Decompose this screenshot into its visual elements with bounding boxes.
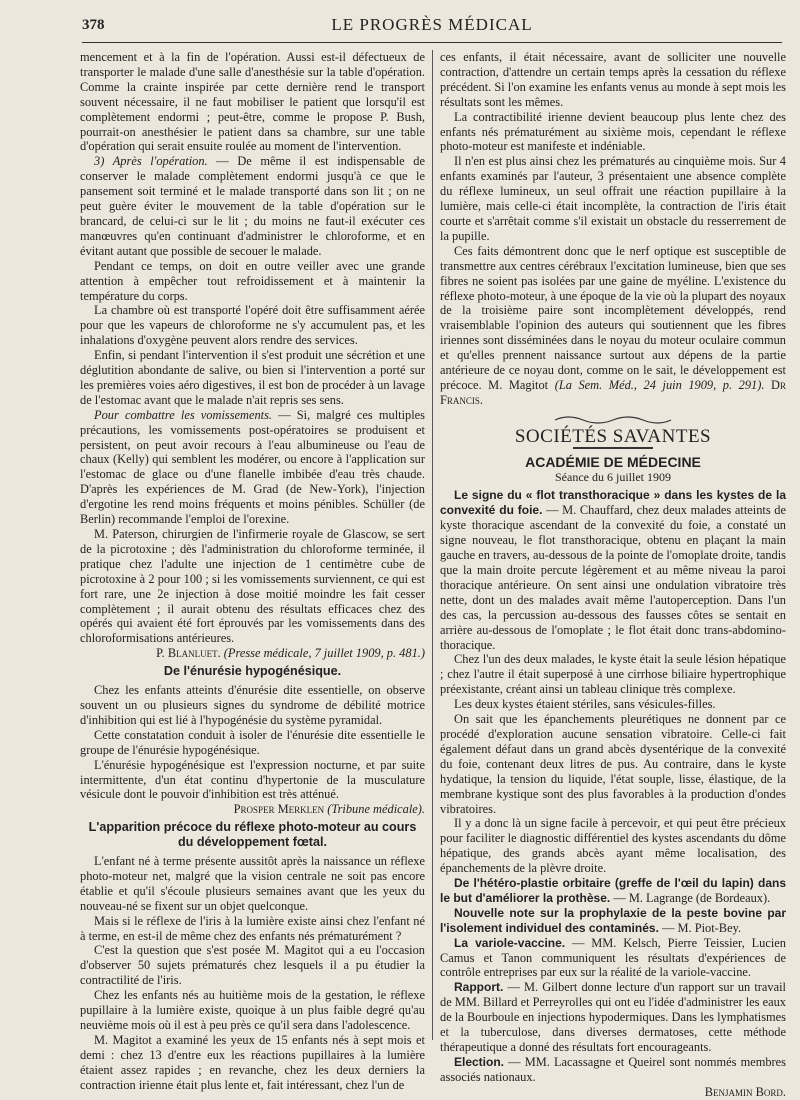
paragraph: La contractibilité irienne devient beaucoup plus lente chez des enfants nés prématurément au sixième mois, cependant le réflexe photo-moteur est manifeste et indéniable.: [440, 109, 786, 154]
source-author: Dr Francis.: [440, 377, 786, 407]
paragraph-text: Ces faits démontrent donc que le nerf optique est susceptible de transmettre aux centres cérébraux l'excitation lumineuse, bien que ses fibres ne soient pas isolées par une gaine de myéline. L'existence du réflexe photo-moteur, à une époque de la vie où la plupart des noyaux de la troisième paire sont incomplètement développés, rend vraisemblable l'opinion des auteurs qui soutiennent que les fibres iriennes sont disséminées dans le noyau du moteur oculaire commun et qu'elles prennent naissance surtout aux dépens de la partie antérieure de ce noyau dont, comme on le sait, le développement est précoce. M. Magitot: [440, 243, 786, 392]
source-citation: [440, 1085, 786, 1100]
paragraph: Pendant ce temps, on doit en outre veiller avec une grande attention à empêcher tout refroidissement et à maintenir la température du corps.: [80, 258, 425, 303]
source-ref: (La Sem. Méd., 24 juin 1909, p. 291).: [554, 377, 765, 392]
source-author: Benjamin Bord.: [704, 1084, 786, 1099]
paragraph: [440, 1055, 786, 1085]
academy-title: ACADÉMIE DE MÉDECINE: [525, 453, 701, 470]
source-ref: (Tribune médicale).: [327, 802, 425, 817]
paragraph-lead: 3) Après l'opération.: [94, 154, 208, 169]
section-title: SOCIÉTÉS SAVANTES: [514, 425, 712, 447]
source-citation: [80, 646, 425, 661]
session-date: Séance du 6 juillet 1909: [555, 469, 671, 484]
paragraph-text: — M. Gilbert donne lecture d'un rapport sur un travail de MM. Billard et Perreyrolles qui ont eu l'idée d'administrer les eaux de la Bourboule en injections hypodermiques. Dans les lymphatismes et la tuberculose, dans diverses dermatoses, cette méthode thérapeutique a donné des résultats fort encourageants.: [440, 980, 786, 1054]
paragraph-text: — MM. Kelsch, Pierre Teissier, Lucien Camus et Tanon communiquent les résultats d'expériences de contrôle entreprises par eux sur la réalité de la variole-vaccine.: [440, 935, 787, 980]
paragraph: [80, 408, 425, 527]
page-number: 378: [82, 17, 105, 33]
left-column: [80, 50, 426, 1092]
paragraph-lead: Rapport.: [454, 980, 504, 995]
paragraph: [440, 980, 786, 1055]
paragraph: M. Magitot a examiné les yeux de 15 enfants nés à sept mois et demi : chez 13 d'entre eux les réactions pupillaires à la lumière étaient assez rapides ; en revanche, chez les deux derniers la contraction irienne était plus lente et, fait intéressant, chez l'un de: [80, 1032, 425, 1092]
paragraph-text: — M. Lagrange (de Bordeaux).: [610, 890, 771, 905]
source-ref: (Presse médicale, 7 juillet 1909, p. 481.): [223, 646, 425, 661]
paragraph: Mais si le réflexe de l'iris à la lumière existe ainsi chez l'enfant né à terme, en est-il de même chez des enfants nés prématurément ?: [80, 913, 425, 943]
paragraph: Enfin, si pendant l'intervention il s'est produit une sécrétion et une déglutition abondante de salive, ou bien si l'intervention a porté sur les premières voies aéro digestives, il est bon de procéder à un lavage de l'estomac avant que le malade n'ait repris ses sens.: [80, 348, 425, 407]
paragraph: C'est la question que s'est posée M. Magitot qui a eu l'occasion d'observer 50 sujets prématurés chez lesquels il a pu étudier la contractilité de l'iris.: [80, 943, 425, 988]
paragraph: Chez l'un des deux malades, le kyste était la seule lésion hépatique ; chez l'autre il était superposé à une cirrhose biliaire hypertrophique préexistante, créant ainsi un tableau clinique très complexe.: [440, 652, 786, 697]
paragraph-lead: Election.: [454, 1054, 505, 1069]
paragraph: [440, 876, 786, 906]
paragraph: L'énurésie hypogénésique est l'expression nocturne, et par suite intermittente, d'un état continu d'hypertonie de la musculature vésicule dont le pouvoir d'inhibition est très atténué.: [80, 757, 425, 802]
paragraph-text: — De même il est indispensable de conserver le malade complètement endormi jusqu'à ce que le pansement soit terminé et le malade transporté dans son lit ; on ne peut guère éviter le mouvement de la table d'opération sur le brancard, de celui-ci sur le lit ; du moins ne faut-il exécuter ces manœuvres qu'en continuant d'administrer le chloroforme, et en évitant autant que possible de secouer le malade.: [80, 154, 425, 258]
paragraph: Cette constatation conduit à isoler de l'énurésie dite essentielle le groupe de l'énurésie hypogénésique.: [80, 727, 425, 757]
paragraph-lead: La variole-vaccine.: [454, 935, 566, 950]
paragraph: [80, 154, 425, 258]
column-divider: [432, 50, 433, 1040]
paragraph: [440, 906, 786, 936]
subheading: De l'énurésie hypogénésique.: [163, 664, 342, 679]
paragraph-text: — M. Chauffard, chez deux malades atteints de kyste thoracique ascendant de la convexité du foie, a constaté un signe nouveau, le flot transthoracique, obtenu en plaçant la main gauche en travers, au-dessous de la pointe de l'omoplate droite, tandis que la main droite percute légèrement et au même niveau la paroi thoracique antérieure. On sent ainsi une ondulation vibratoire très nette, dont un des malades avait même l'autoperception. Dans l'un des cas, la percussion au-dessous des fausses côtes se sentait en arrière au-dessous de l'omoplate ; le flot était donc trans-abdomino-thoracique.: [440, 503, 786, 652]
paragraph: Chez les enfants nés au huitième mois de la gestation, le réflexe pupillaire à la lumière existe, quoique à un plus faible degré qu'au neuvième mois où il est à peu près ce qu'il sera dans l'adolescence.: [80, 988, 425, 1032]
paragraph: Il n'en est plus ainsi chez les prématurés au cinquième mois. Sur 4 enfants examinés par l'auteur, 3 présentaient une absence complète du réflexe lumineux, un seul offrait une réaction pupillaire à la lumière, mais celle-ci était incomplète, la contraction de l'iris était courte et s'arrêtait comme s'il existait un obstacle du resserrement de la pupille.: [440, 154, 786, 243]
subheading: L'apparition précoce du réflexe photo-moteur au cours du développement fœtal.: [88, 820, 417, 850]
paragraph: [440, 244, 786, 408]
paragraph: mencement et à la fin de l'opération. Aussi est-il défectueux de transporter le malade d'une salle d'anesthésie sur la table d'opération. Comme la crainte inspirée par cette dernière rend le transport souvent nécessaire, il ne faut mobiliser le patient que lorsqu'il est complètement endormi ; peut-être, comme le propose P. Bush, pourrait-on anesthésier le patient dans sa chambre, sur une table d'opération qui serait ensuite roulée au moment de l'intervention.: [80, 50, 425, 154]
paragraph: M. Paterson, chirurgien de l'infirmerie royale de Glascow, se sert de la picrotoxine ; dès l'administration du chloroforme terminée, il pratique chez l'adulte une injection de 1 centimètre cube de picrotoxine à 2 pour 100 ; si les vomissements surviennent, ce qui est fort rare, une 2e injection à dose moitié moindre les fait cesser complètement ; il aurait obtenu des résultats efficaces chez des opérés qui avaient été fort éprouvés par les vomissements dans des chloroformisations antérieures.: [80, 527, 425, 646]
paragraph: Chez les enfants atteints d'énurésie dite essentielle, on observe souvent un ou plusieurs signes du syndrome de débilité motrice d'inhibition qui est lié à l'hypogénésie du système pyramidal.: [80, 683, 425, 727]
source-author: Prosper Merklen: [233, 802, 325, 817]
journal-title: LE PROGRÈS MÉDICAL: [331, 15, 533, 34]
paragraph: ces enfants, il était nécessaire, avant de solliciter une nouvelle contraction, d'attendre un certain temps après la cessation du réflexe précédent. Si l'on examine les enfants venus au monde à sept mois les résultats sont les mêmes.: [440, 50, 786, 109]
right-column: [440, 50, 787, 1099]
paragraph: La chambre où est transporté l'opéré doit être suffisamment aérée pour que les vapeurs de chloroforme ne s'y accumulent pas, et les inhalations d'oxygène peuvent alors rendre des services.: [80, 303, 425, 348]
paragraph: Il y a donc là un signe facile à percevoir, et qui peut être précieux pour faciliter le diagnostic différentiel des kystes ascendants du dôme hépatique, des grands abcès ayant même localisation, des épanchements de la plèvre droite.: [440, 816, 786, 876]
source-author: P. Blanluet.: [156, 646, 221, 661]
paragraph: [440, 488, 786, 652]
paragraph: On sait que les épanchements pleurétiques ne donnent par ce procédé d'exploration aucune sensation vibratoire. Celle-ci fait également défaut dans un grand abcès dysentérique de la convexité du foie, contenant deux litres de pus. Au contraire, dans le kyste hydatique, la tension du liquide, l'état souple, lisse, élastique, de la membrane kystique sont des plus favorables à la production d'ondes vibratoires.: [440, 712, 786, 816]
source-citation: [80, 802, 425, 817]
paragraph: [440, 936, 786, 981]
page-header: [82, 12, 782, 43]
paragraph-lead: Nouvelle note sur la prophylaxie de la peste bovine par l'isolement individuel des contaminés.: [440, 905, 786, 935]
decorative-rule-icon: [553, 414, 673, 426]
paragraph-text: — MM. Lacassagne et Queirel sont nommés membres associés nationaux.: [440, 1054, 786, 1084]
paragraph-text: — M. Piot-Bey.: [658, 920, 742, 935]
paragraph-lead: Le signe du « flot transthoracique » dans les kystes de la convexité du foie.: [440, 488, 786, 518]
paragraph-lead: De l'hétéro-plastie orbitaire (greffe de l'œil du lapin) dans le but d'améliorer la prothèse.: [440, 876, 786, 905]
paragraph: L'enfant né à terme présente aussitôt après la naissance un réflexe photo-moteur net, malgré que la vision centrale ne soit pas encore établie et qu'il s'écoule plusieurs semaines avant que les yeux du nouveau-né se fixent sur un objet quelconque.: [80, 854, 425, 913]
paragraph-lead: Pour combattre les vomissements.: [94, 407, 273, 422]
paragraph-text: — Si, malgré ces multiples précautions, les vomissements post-opératoires se produisent et persistent, on peut avoir recours à l'eau albumineuse ou l'eau de chaux (Kelly) qui semblent les modérer, ou encore à l'application sur l'estomac de glace ou d'une flanelle imbibée d'eau très chaude. D'après les expériences de M. Grad (de New-York), l'injection d'ergotine les rend moins fréquents et moins pénibles. Schüller (de Berlin) recommande l'emploi de l'orexine.: [80, 407, 426, 527]
paragraph: Les deux kystes étaient stériles, sans vésicules-filles.: [454, 697, 716, 712]
section-rule: [573, 447, 653, 449]
